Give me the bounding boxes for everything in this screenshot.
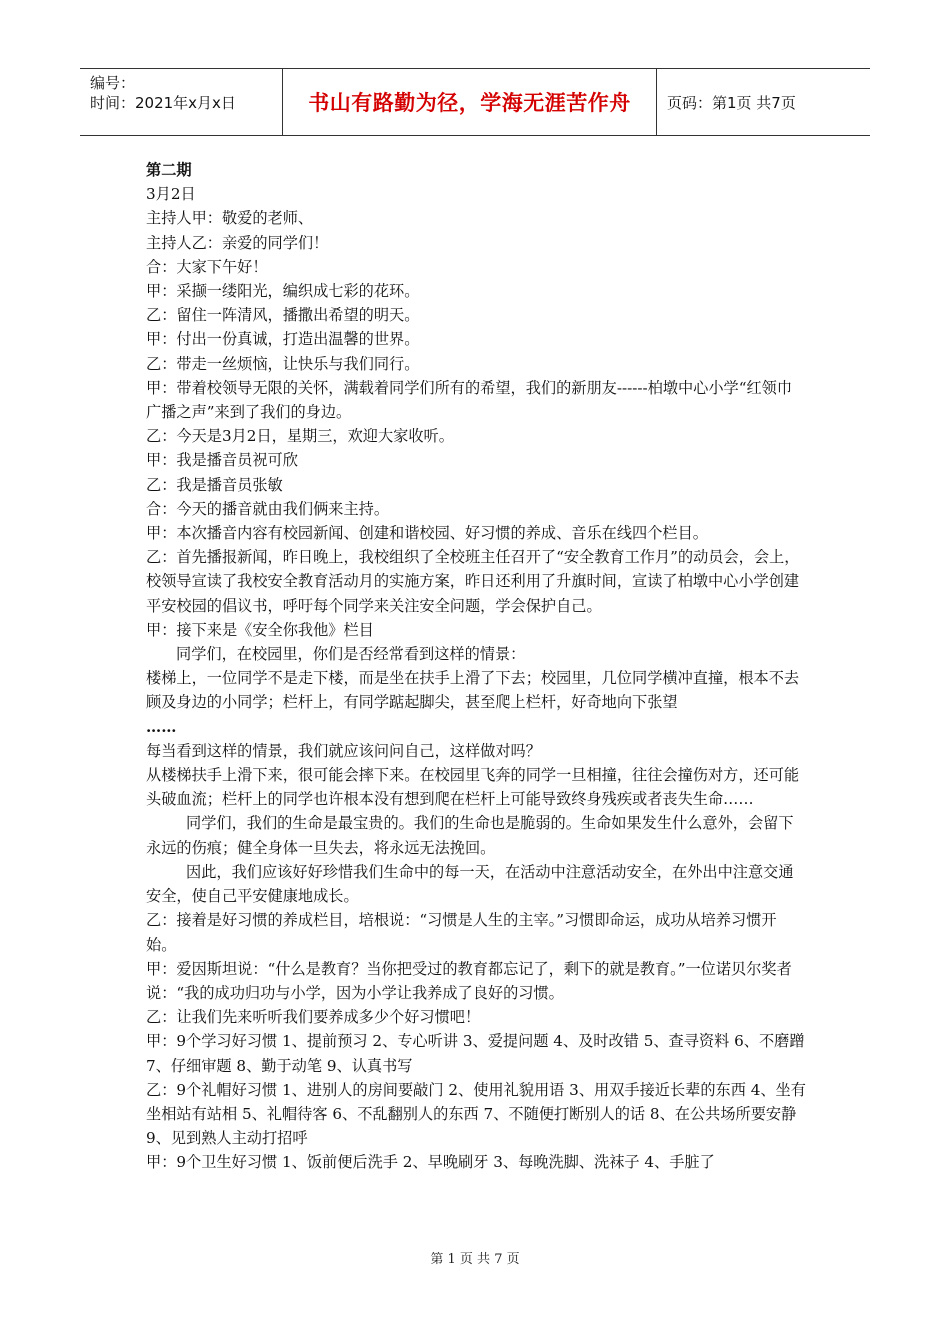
code-label: 编号： — [90, 74, 136, 92]
script-line: 乙：我是播音员张敏 — [146, 475, 283, 494]
script-line: 甲：采撷一缕阳光，编织成七彩的花环。 — [146, 282, 420, 301]
date-label: 时间：2021年x月x日 — [90, 94, 236, 112]
paragraph-intro: 同学们，在校园里，你们是否经常看到这样的情景： — [176, 645, 526, 664]
paragraph-cherish: 因此，我们应该好好珍惜我们生命中的每一天，在活动中注意活动安全，在外出中注意交通安全，使自己平安健康地成长。 — [146, 862, 794, 906]
broadcast-date: 3月2日 — [146, 185, 196, 204]
script-line: 乙：今天是3月2日，星期三，欢迎大家收听。 — [146, 427, 454, 446]
script-line: 乙：让我们先来听听我们要养成多少个好习惯吧！ — [146, 1008, 481, 1027]
document-body — [146, 158, 806, 1175]
script-line: 乙：留住一阵清风，播撒出希望的明天。 — [146, 306, 420, 325]
ellipsis: …… — [146, 717, 177, 736]
header-motto: 书山有路勤为径，学海无涯苦作舟 — [283, 69, 657, 135]
header-page-info: 页码：第1页 共7页 — [667, 93, 796, 112]
document-header — [80, 68, 870, 136]
script-line: 乙：9个礼帽好习惯 1、进别人的房间要敲门 2、使用礼貌用语 3、用双手接近长辈的东西 4、坐有坐相站有站相 5、礼帽待客 6、不乱翻别人的东西 7、不随便打断别人的话 8、在公共场所要安静 9、见到熟人主动打招呼 — [146, 1080, 806, 1148]
header-meta — [80, 69, 283, 135]
script-line: 甲：9个学习好习惯 1、提前预习 2、专心听讲 3、爱提问题 4、及时改错 5、查寻资料 6、不磨蹭 7、仔细审题 8、勤于动笔 9、认真书写 — [146, 1032, 805, 1075]
script-line: 乙：接着是好习惯的养成栏目，培根说：“习惯是人生的主宰。”习惯即命运，成功从培养习惯开始。 — [146, 911, 777, 954]
script-line: 乙：首先播报新闻，昨日晚上，我校组织了全校班主任召开了“安全教育工作月”的动员会，会上，校领导宣读了我校安全教育活动月的实施方案，昨日还利用了升旗时间，宣读了柏墩中心小学创建平安校园的倡议书，呼吁每个同学来关注安全问题，学会保护自己。 — [146, 548, 800, 615]
paragraph-ask: 每当看到这样的情景，我们就应该问问自己，这样做对吗？ — [146, 741, 541, 760]
paragraph-danger: 从楼梯扶手上滑下来，很可能会摔下来。在校园里飞奔的同学一旦相撞，往往会撞伤对方，还可能头破血流；栏杆上的同学也许根本没有想到爬在栏杆上可能导致终身残疾或者丧失生命…… — [146, 766, 800, 809]
paragraph-scene: 楼梯上，一位同学不是走下楼，而是坐在扶手上滑了下去；校园里，几位同学横冲直撞，根本不去顾及身边的小同学；栏杆上，有同学踮起脚尖，甚至爬上栏杆，好奇地向下张望 — [146, 669, 800, 712]
script-line: 合：今天的播音就由我们俩来主持。 — [146, 499, 389, 518]
script-line: 合：大家下午好！ — [146, 257, 268, 276]
script-line: 甲：付出一份真诚，打造出温馨的世界。 — [146, 330, 420, 349]
script-line: 主持人甲：敬爱的老师、 — [146, 209, 314, 228]
script-line: 甲：接下来是《安全你我他》栏目 — [146, 620, 374, 639]
script-line: 主持人乙：亲爱的同学们！ — [146, 233, 329, 252]
script-line: 甲：爱因斯坦说：“什么是教育？当你把受过的教育都忘记了，剩下的就是教育。”一位诺贝尔奖者说：“我的成功归功与小学，因为小学让我养成了良好的习惯。 — [146, 959, 792, 1002]
page-footer: 第 1 页 共 7 页 — [430, 1252, 520, 1267]
script-line: 甲：本次播音内容有校园新闻、创建和谐校园、好习惯的养成、音乐在线四个栏目。 — [146, 524, 708, 543]
script-line: 甲：带着校领导无限的关怀，满载着同学们所有的希望，我们的新朋友------柏墩中心小学“红领巾广播之声”来到了我们的身边。 — [146, 378, 793, 422]
script-line: 甲：9个卫生好习惯 1、饭前便后洗手 2、早晚刷牙 3、每晚洗脚、洗袜子 4、手脏了 — [146, 1153, 715, 1172]
script-line: 乙：带走一丝烦恼，让快乐与我们同行。 — [146, 354, 420, 373]
period-title: 第二期 — [146, 161, 192, 179]
paragraph-life: 同学们，我们的生命是最宝贵的。我们的生命也是脆弱的。生命如果发生什么意外，会留下永远的伤痕；健全身体一旦失去，将永远无法挽回。 — [146, 814, 794, 857]
script-line: 甲：我是播音员祝可欣 — [146, 451, 298, 470]
